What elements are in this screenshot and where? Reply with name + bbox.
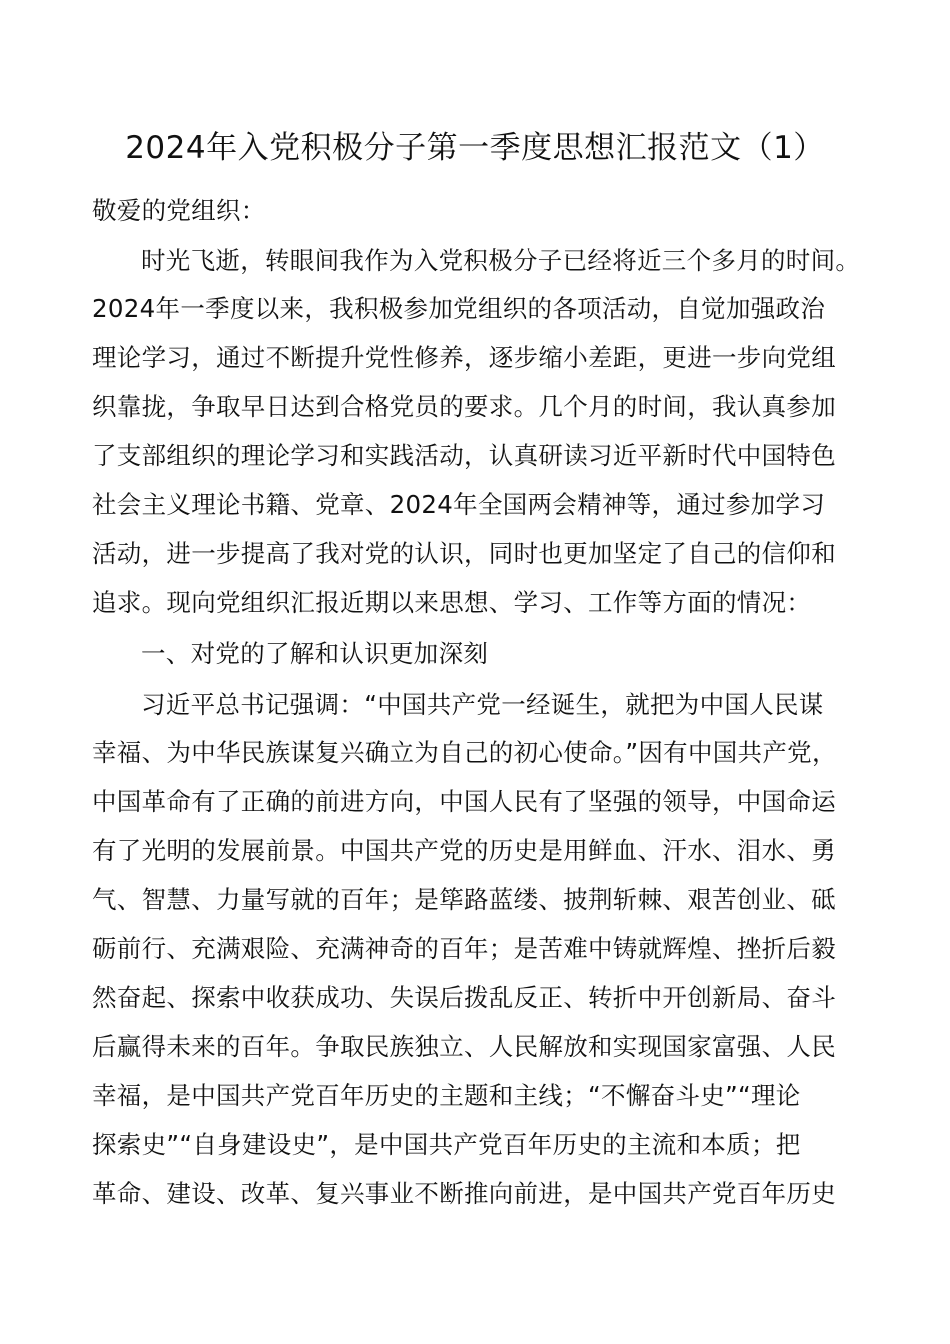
section-heading: 一、对党的了解和认识更加深刻 [141,639,489,668]
salutation: 敬爱的党组织： [92,196,266,225]
paragraph-line: 活动，进一步提高了我对党的认识，同时也更加坚定了自己的信仰和 [92,539,836,568]
paragraph-line: 理论学习，通过不断提升党性修养，逐步缩小差距，更进一步向党组 [92,343,836,372]
paragraph-line: 砺前行、充满艰险、充满神奇的百年；是苦难中铸就辉煌、挫折后毅 [92,934,836,963]
paragraph-line: 社会主义理论书籍、党章、2024年全国两会精神等，通过参加学习 [92,490,826,519]
paragraph-line: 2024年一季度以来，我积极参加党组织的各项活动，自觉加强政治 [92,294,826,323]
paragraph-line: 幸福，是中国共产党百年历史的主题和主线；“不懈奋斗史”“理论 [92,1081,801,1110]
paragraph-line: 革命、建设、改革、复兴事业不断推向前进，是中国共产党百年历史 [92,1179,836,1208]
paragraph-line: 了支部组织的理论学习和实践活动，认真研读习近平新时代中国特色 [92,441,836,470]
paragraph-line: 习近平总书记强调：“中国共产党一经诞生，就把为中国人民谋 [141,690,824,719]
paragraph-line: 中国革命有了正确的前进方向，中国人民有了坚强的领导，中国命运 [92,787,836,816]
paragraph-line: 幸福、为中华民族谋复兴确立为自己的初心使命。”因有中国共产党， [92,738,837,767]
paragraph-line: 时光飞逝，转眼间我作为入党积极分子已经将近三个多月的时间。 [141,246,861,275]
document-title: 2024年入党积极分子第一季度思想汇报范文（1） [125,130,825,166]
paragraph-line: 后赢得未来的百年。争取民族独立、人民解放和实现国家富强、人民 [92,1032,836,1061]
paragraph-line: 追求。现向党组织汇报近期以来思想、学习、工作等方面的情况： [92,588,812,617]
paragraph-line: 有了光明的发展前景。中国共产党的历史是用鲜血、汗水、泪水、勇 [92,836,836,865]
paragraph-line: 然奋起、探索中收获成功、失误后拨乱反正、转折中开创新局、奋斗 [92,983,836,1012]
paragraph-line: 气、智慧、力量写就的百年；是筚路蓝缕、披荆斩棘、艰苦创业、砥 [92,885,836,914]
paragraph-line: 织靠拢，争取早日达到合格党员的要求。几个月的时间，我认真参加 [92,392,836,421]
paragraph-line: 探索史”“自身建设史”，是中国共产党百年历史的主流和本质；把 [92,1130,801,1159]
